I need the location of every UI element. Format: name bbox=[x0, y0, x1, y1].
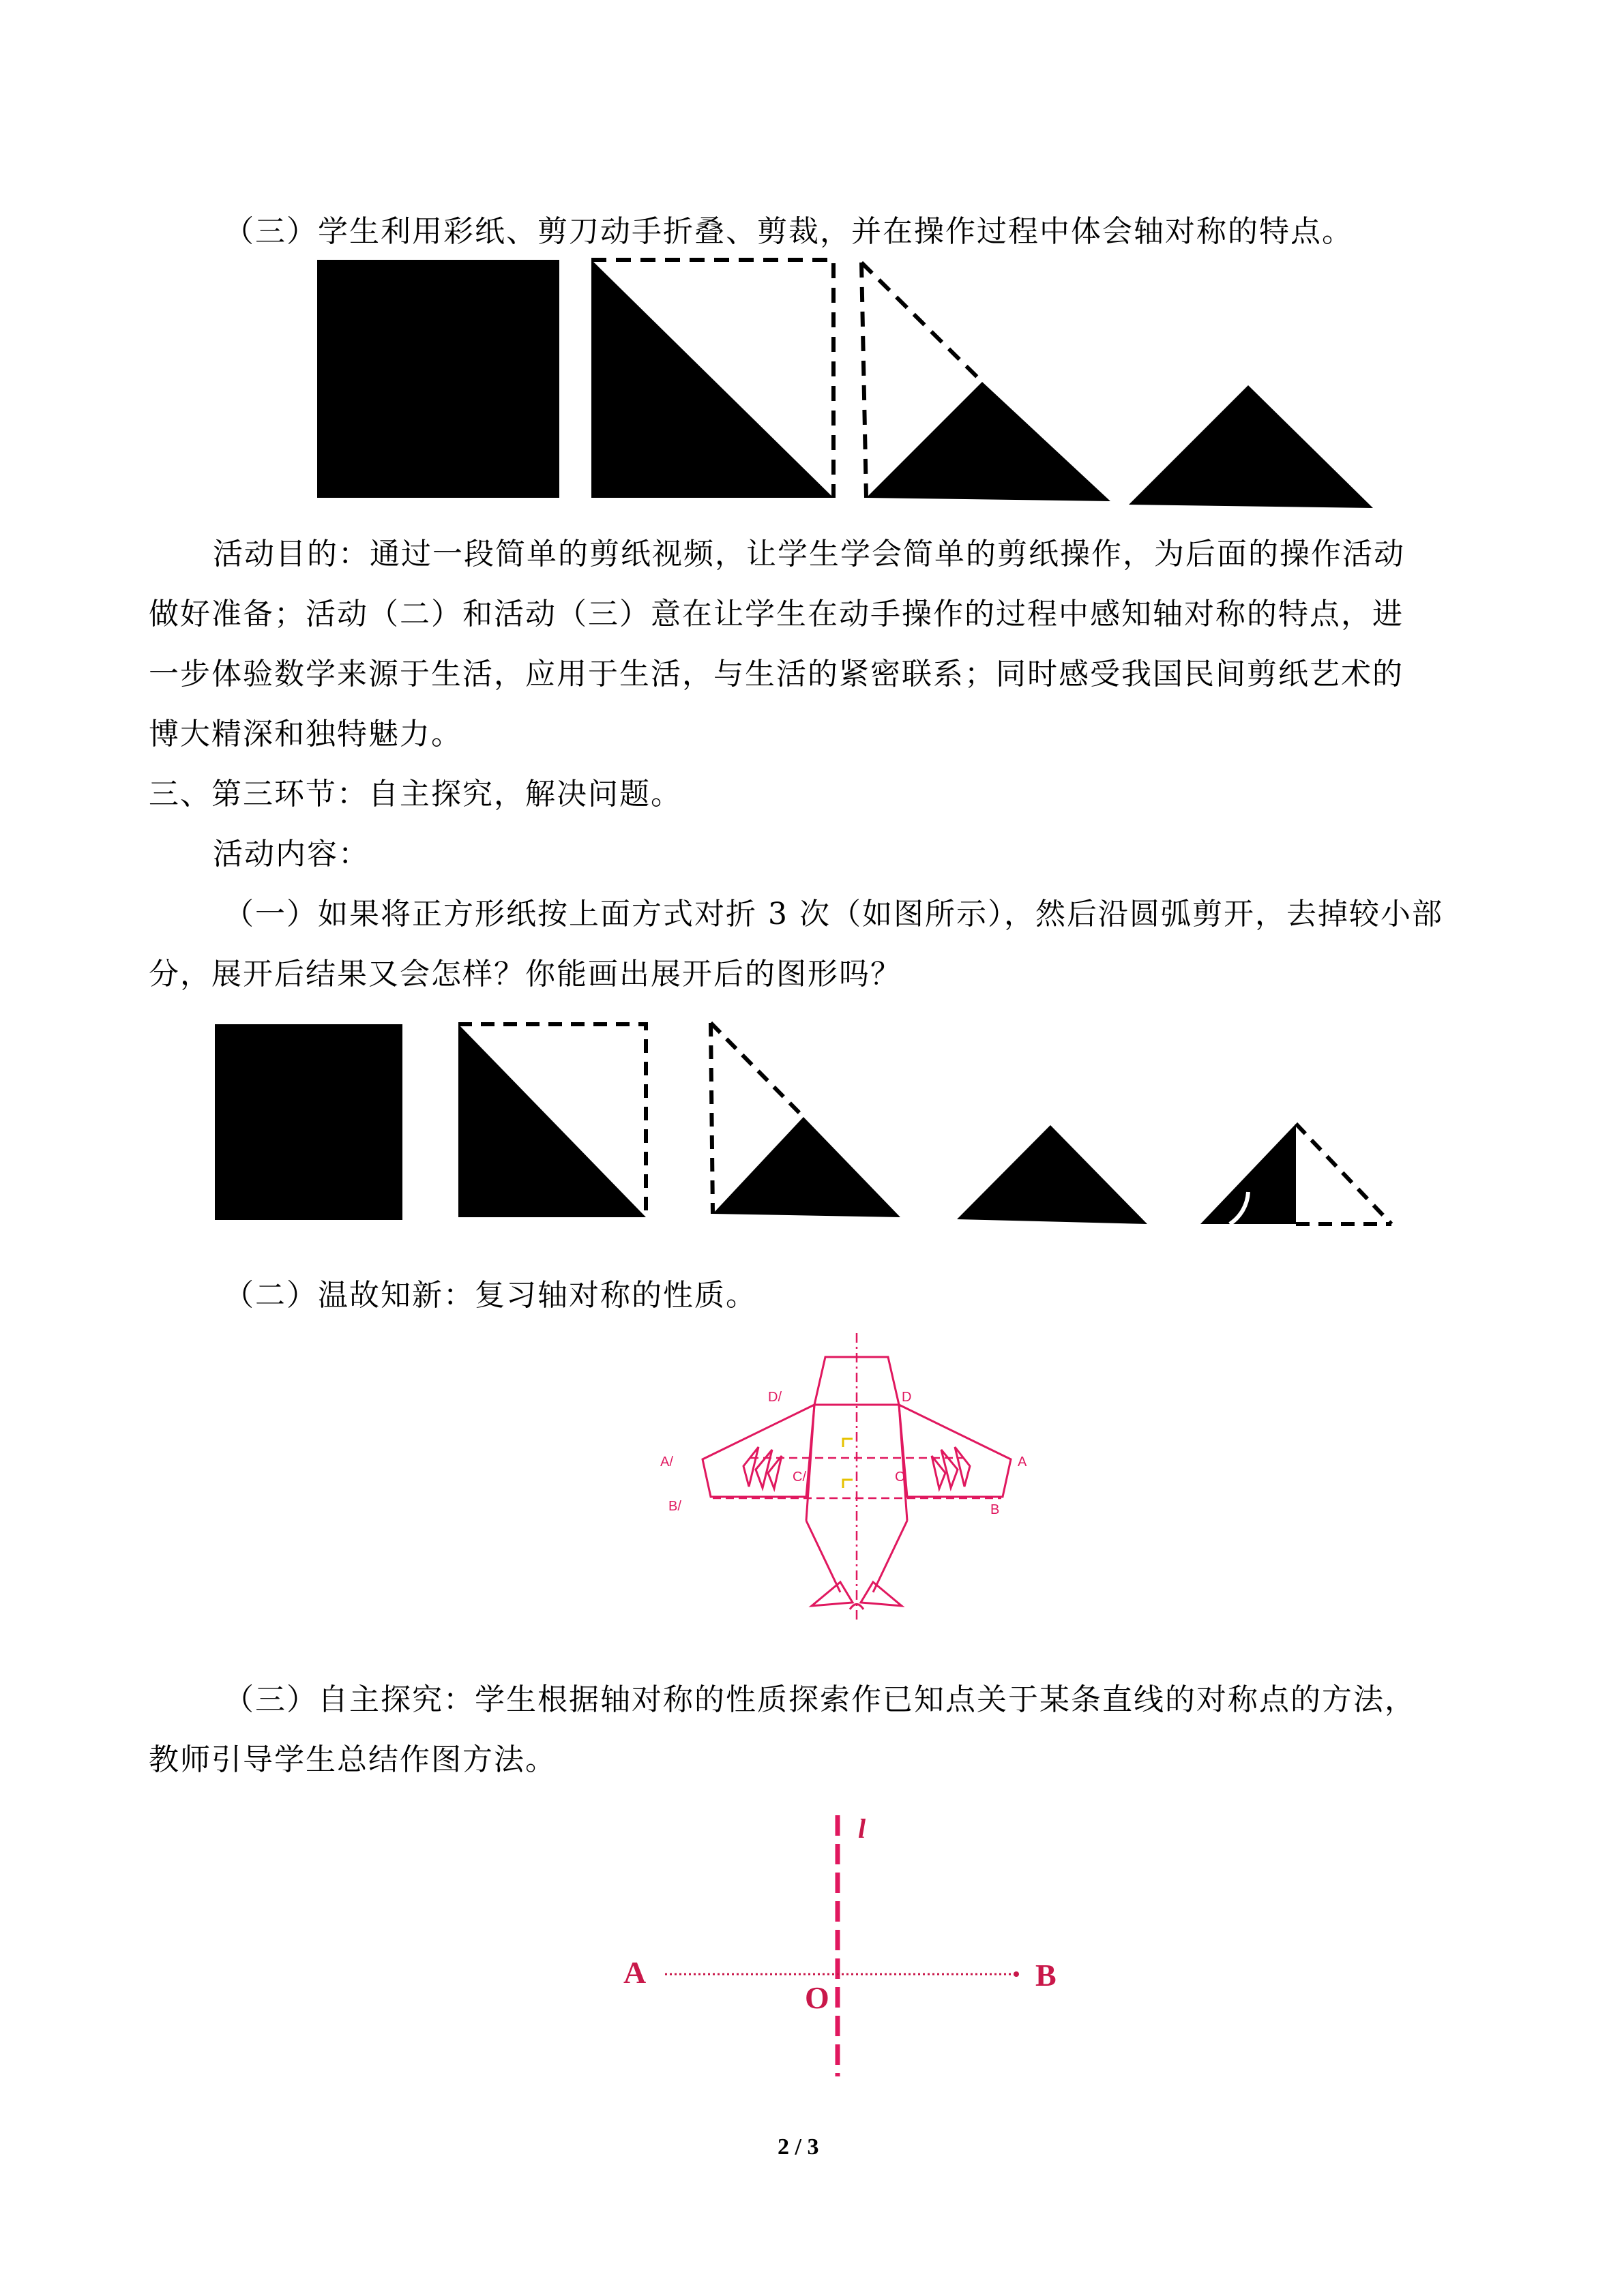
label-d-prime: D/ bbox=[768, 1390, 782, 1405]
right-engine bbox=[941, 1450, 958, 1488]
black-triangle bbox=[713, 1117, 900, 1217]
section-heading-three: 三、第三环节：自主探究，解决问题。 bbox=[149, 777, 682, 811]
dashed-fold-line bbox=[1296, 1124, 1391, 1224]
point-b bbox=[1014, 1971, 1019, 1977]
paragraph-task-two: （二）温故知新：复习轴对称的性质。 bbox=[224, 1278, 757, 1313]
paragraph-task-three-line1: （三）自主探究：学生根据轴对称的性质探索作已知点关于某条直线的对称点的方法， bbox=[224, 1682, 1416, 1717]
label-c-prime: C/ bbox=[793, 1470, 806, 1485]
page-number: 2 / 3 bbox=[778, 2134, 819, 2160]
right-angle-mark bbox=[843, 1439, 853, 1447]
label-a: A bbox=[1018, 1455, 1027, 1470]
label-b: B bbox=[990, 1502, 1000, 1517]
folding-figure-1 bbox=[314, 256, 1378, 515]
black-triangle bbox=[957, 1125, 1147, 1224]
black-square bbox=[215, 1024, 402, 1220]
paragraph-purpose-line1: 活动目的：通过一段简单的剪纸视频，让学生学会简单的剪纸操作，为后面的操作活动 bbox=[213, 537, 1405, 571]
black-triangle bbox=[458, 1024, 646, 1217]
right-tail-fin bbox=[861, 1582, 902, 1606]
fuselage-tail-left bbox=[806, 1521, 840, 1592]
label-l: l bbox=[858, 1813, 866, 1844]
paragraph-task-three-line2: 教师引导学生总结作图方法。 bbox=[149, 1742, 557, 1777]
paragraph-activity-content: 活动内容： bbox=[213, 837, 370, 871]
label-o: O bbox=[805, 1980, 829, 2015]
left-engine bbox=[756, 1450, 772, 1488]
paragraph-task-one-line2: 分，展开后结果又会怎样？你能画出展开后的图形吗？ bbox=[149, 957, 902, 992]
left-tail-fin bbox=[812, 1582, 853, 1606]
black-triangle bbox=[591, 260, 833, 498]
paragraph-purpose-line2: 做好准备；活动（二）和活动（三）意在让学生在动手操作的过程中感知轴对称的特点，进 bbox=[149, 597, 1404, 631]
paragraph-task-one-line1: （一）如果将正方形纸按上面方式对折 3 次（如图所示），然后沿圆弧剪开，去掉较小部 bbox=[224, 897, 1443, 931]
paragraph-purpose-line3: 一步体验数学来源于生活，应用于生活，与生活的紧密联系；同时感受我国民间剪纸艺术的 bbox=[149, 657, 1404, 691]
left-engine bbox=[743, 1447, 758, 1487]
tail-arc bbox=[850, 1605, 863, 1610]
dashed-fold-line bbox=[711, 1023, 713, 1214]
label-c: C bbox=[895, 1470, 905, 1485]
black-triangle bbox=[866, 382, 1110, 501]
folding-figure-2 bbox=[211, 1016, 1398, 1234]
paragraph-activity-three: （三）学生利用彩纸、剪刀动手折叠、剪裁，并在操作过程中体会轴对称的特点。 bbox=[224, 214, 1353, 249]
label-d: D bbox=[902, 1390, 912, 1405]
fuselage-tail-right bbox=[873, 1521, 907, 1592]
label-a-prime: A/ bbox=[660, 1455, 673, 1470]
black-half-triangle bbox=[1200, 1124, 1296, 1224]
dashed-fold-line bbox=[861, 263, 982, 382]
paragraph-purpose-line4: 博大精深和独特魅力。 bbox=[149, 717, 462, 751]
airplane-symmetry-figure bbox=[648, 1330, 1044, 1623]
right-engine bbox=[955, 1447, 970, 1487]
label-b: B bbox=[1035, 1958, 1057, 1993]
label-b-prime: B/ bbox=[668, 1499, 681, 1514]
black-square bbox=[317, 260, 559, 498]
dashed-fold-line bbox=[861, 263, 866, 498]
label-a: A bbox=[623, 1955, 647, 1990]
right-angle-mark bbox=[843, 1480, 853, 1488]
black-triangle bbox=[1129, 385, 1373, 508]
symmetric-point-figure bbox=[600, 1800, 1091, 2087]
dashed-fold-line bbox=[711, 1023, 803, 1117]
